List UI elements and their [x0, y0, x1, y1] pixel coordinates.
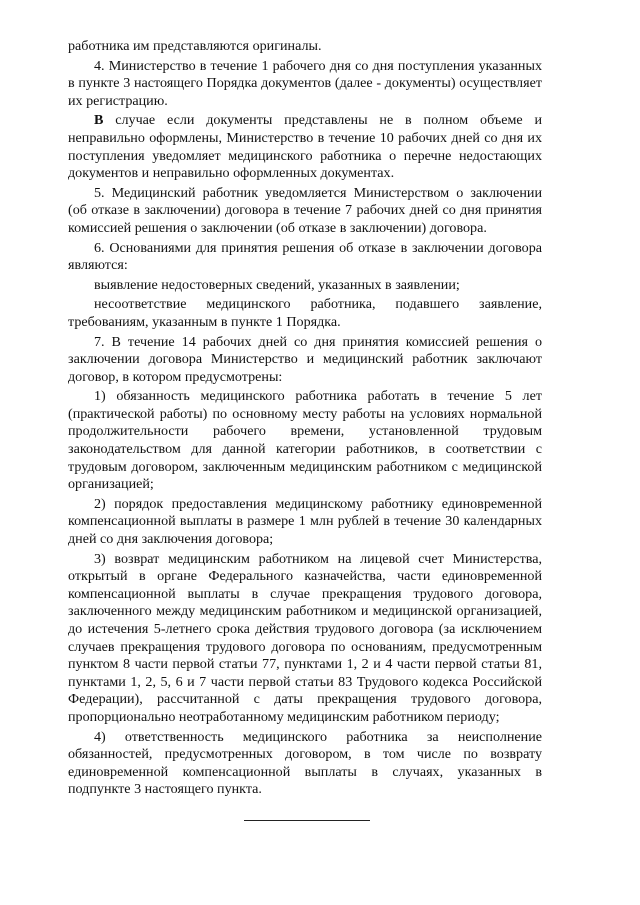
paragraph-refusal-reason-2: несоответствие медицинского работника, подавшего заявление, требованиям, указанным в пункте 1 Порядка. [68, 296, 542, 330]
paragraph-body: случае если документы представлены не в полном объеме и неправильно оформлены, Министерство в течение 10 рабочих дней со дня их поступления уведомляет медицинского работника о перечне недостающих документов и неправильно оформленных документах. [68, 112, 542, 182]
end-divider-line [244, 820, 370, 821]
paragraph-refusal-reason-1: выявление недостоверных сведений, указанных в заявлении; [94, 276, 460, 293]
paragraph-subitem-3: 3) возврат медицинским работником на лицевой счет Министерства, открытый в органе Федерального казначейства, части единовременной компенсационной выплаты в случае прекращения трудового договора, заключенного между медицинским работником и медицинской организацией, до истечения 5-летнего срока действия трудового договора (за исключением случаев прекращения трудового договора по основаниям, предусмотренным пунктом 8 части первой статьи 77, пунктами 1, 2 и 4 части первой статьи 81, пунктами 1, 2, 5, 6 и 7 части первой статьи 83 Трудового кодекса Российской Федерации), рассчитанной с даты прекращения трудового договора, пропорционально неотработанному медицинским работником периоду; [68, 550, 542, 725]
paragraph-subitem-4: 4) ответственность медицинского работника за неисполнение обязанностей, предусмотренных договором, в том числе по возврату единовременной компенсационной выплаты в случаях, указанных в подпункте 3 настоящего пункта. [68, 728, 542, 798]
paragraph-subitem-2: 2) порядок предоставления медицинскому работнику единовременной компенсационной выплаты в размере 1 млн рублей в течение 30 календарных дней со дня заключения договора; [68, 495, 542, 548]
paragraph-continuation: работника им представляются оригиналы. [68, 38, 322, 54]
paragraph-item-7: 7. В течение 14 рабочих дней со дня принятия комиссией решения о заключении договора Министерство и медицинский работник заключают договор, в котором предусмотрены: [68, 333, 542, 385]
paragraph-incomplete-documents [68, 112, 542, 182]
bold-lead-letter: В [94, 112, 104, 129]
paragraph-item-6: 6. Основаниями для принятия решения об отказе в заключении договора являются: [68, 239, 542, 274]
paragraph-item-5: 5. Медицинский работник уведомляется Министерством о заключении (об отказе в заключении) договора в течение 7 рабочих дней со дня принятия комиссией решения о заключении (об отказе в заключении) договора. [68, 184, 542, 236]
document-page [68, 38, 542, 799]
paragraph-item-4: 4. Министерство в течение 1 рабочего дня со дня поступления указанных в пункте 3 настоящего Порядка документов (далее - документы) осуществляет их регистрацию. [68, 57, 542, 109]
paragraph-subitem-1: 1) обязанность медицинского работника работать в течение 5 лет (практической работы) по основному месту работы на условиях нормальной продолжительности рабочего времени, установленной трудовым законодательством для данной категории работников, в соответствии с трудовым договором, заключенным медицинским работником с медицинской организацией; [68, 388, 542, 493]
